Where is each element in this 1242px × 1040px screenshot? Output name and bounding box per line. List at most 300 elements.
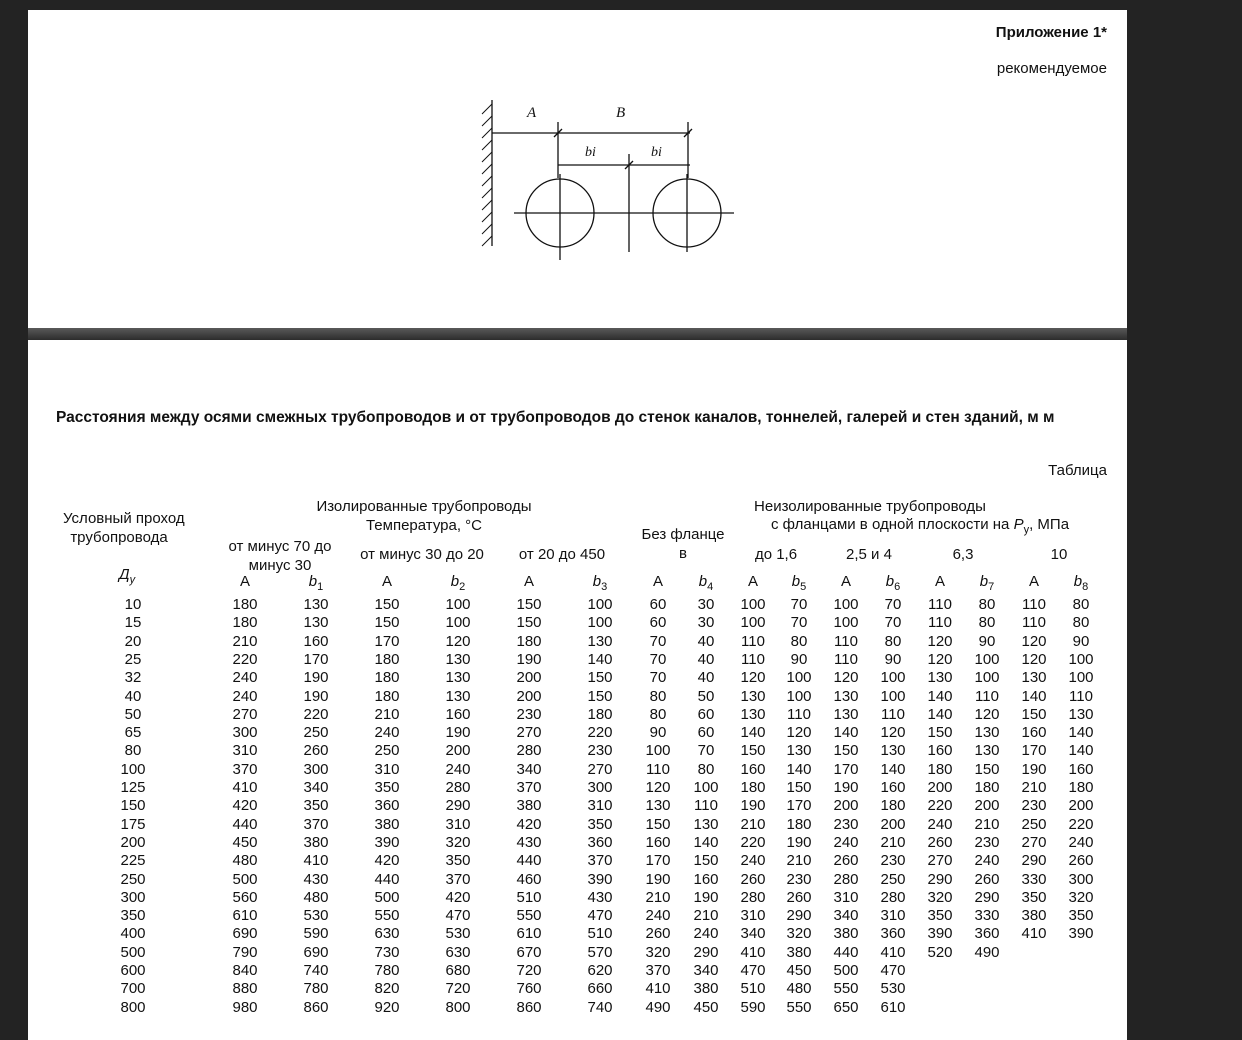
table-cell: 370	[587, 852, 613, 870]
table-cell: 140	[740, 724, 766, 742]
table-cell: 100	[445, 596, 471, 613]
table-cell: 110	[834, 650, 858, 668]
table-cell: 50	[697, 687, 715, 705]
table-cell: 100	[693, 779, 719, 796]
table-cell: 170	[645, 852, 671, 870]
table-row	[28, 871, 1127, 889]
table-cell: 240	[445, 760, 471, 778]
table-cell: 260	[740, 870, 766, 888]
appendix-subtitle: рекомендуемое	[996, 60, 1107, 77]
table-cell: 130	[786, 742, 812, 760]
table-cell: 130	[740, 705, 766, 723]
table-cell: 490	[974, 943, 1000, 961]
table-row	[28, 651, 1127, 669]
table-cell: 90	[1072, 632, 1090, 650]
table-cell-nominal: 225	[120, 852, 146, 870]
table-cell: 150	[927, 724, 953, 742]
table-cell: 160	[927, 742, 953, 760]
table-cell: 370	[303, 815, 329, 833]
table-cell-nominal: 20	[124, 632, 142, 650]
table-cell-nominal: 400	[120, 925, 146, 943]
subcolumn-letter: b	[450, 573, 460, 590]
table-cell: 210	[740, 815, 766, 833]
subcolumn-subscript: 2	[459, 581, 466, 593]
table-cell: 120	[645, 779, 671, 796]
table-cell: 60	[649, 614, 667, 632]
header-no-flange-line1: Без фланце	[641, 526, 725, 543]
subcolumn-header	[1009, 573, 1059, 591]
table-cell-nominal: 200	[120, 833, 146, 851]
subcolumn-letter: A	[652, 573, 663, 590]
table-row	[28, 724, 1127, 742]
table-cell: 160	[1021, 724, 1047, 742]
table-cell: 330	[974, 907, 1000, 925]
table-cell: 480	[786, 980, 812, 998]
table-cell: 120	[740, 669, 766, 687]
table-cell: 80	[649, 705, 667, 723]
table-cell: 370	[516, 779, 542, 796]
table-cell: 740	[587, 998, 613, 1016]
table-cell: 180	[786, 815, 812, 833]
table-cell: 80	[978, 596, 996, 613]
table-cell: 110	[646, 760, 670, 778]
table-cell: 110	[1022, 596, 1046, 613]
table-cell: 130	[927, 669, 953, 687]
table-row	[28, 614, 1127, 632]
table-cell-nominal: 350	[120, 907, 146, 925]
table-cell: 150	[1021, 705, 1047, 723]
table-cell: 170	[1021, 742, 1047, 760]
table-cell: 220	[740, 833, 766, 851]
table-cell: 270	[587, 760, 613, 778]
table-cell: 160	[303, 632, 329, 650]
table-cell: 270	[232, 705, 258, 723]
table-cell: 500	[374, 888, 400, 906]
table-cell: 60	[697, 724, 715, 742]
table-cell: 190	[445, 724, 471, 742]
table-cell: 90	[790, 650, 808, 668]
table-cell: 130	[645, 797, 671, 815]
table-cell-nominal: 175	[120, 815, 146, 833]
table-cell: 490	[645, 998, 671, 1016]
table-cell: 140	[880, 760, 906, 778]
table-cell: 130	[833, 705, 859, 723]
table-cell: 350	[587, 815, 613, 833]
subcolumn-letter: A	[1028, 573, 1039, 590]
table-cell: 130	[740, 687, 766, 705]
header-insulated-line1: Изолированные трубопроводы	[316, 498, 532, 515]
subcolumn-letter: A	[381, 573, 392, 590]
table-cell: 290	[693, 943, 719, 961]
table-cell: 550	[516, 907, 542, 925]
table-cell: 520	[927, 943, 953, 961]
table-cell: 880	[232, 980, 258, 998]
table-cell: 70	[884, 614, 902, 632]
table-cell: 100	[1068, 669, 1094, 687]
table-cell: 230	[587, 742, 613, 760]
table-cell: 150	[693, 852, 719, 870]
table-cell: 70	[790, 614, 808, 632]
header-insulated-line2: Температура, °С	[365, 517, 482, 534]
table-cell: 340	[740, 925, 766, 943]
table-cell: 120	[927, 650, 953, 668]
table-cell: 90	[978, 632, 996, 650]
table-cell: 190	[740, 797, 766, 815]
table-cell: 390	[1068, 925, 1094, 943]
table-cell: 30	[697, 614, 715, 632]
table-cell: 690	[303, 943, 329, 961]
table-cell: 440	[232, 815, 258, 833]
subcolumn-letter: A	[747, 573, 758, 590]
table-cell: 310	[880, 907, 906, 925]
table-cell: 140	[927, 705, 953, 723]
table-cell: 80	[884, 632, 902, 650]
table-cell: 70	[649, 632, 667, 650]
table-cell: 170	[374, 632, 400, 650]
table-cell: 360	[587, 833, 613, 851]
table-cell: 410	[1021, 925, 1047, 943]
subcolumn-header	[728, 573, 778, 591]
table-cell: 130	[880, 742, 906, 760]
table-cell: 650	[833, 998, 859, 1016]
wall-hatching	[482, 104, 492, 246]
table-cell: 130	[974, 724, 1000, 742]
table-cell: 290	[1021, 852, 1047, 870]
table-cell: 470	[587, 907, 613, 925]
subcolumn-letter: A	[239, 573, 250, 590]
table-cell: 100	[974, 650, 1000, 668]
table-cell: 150	[645, 815, 671, 833]
table-cell: 190	[1021, 760, 1047, 778]
table-cell: 170	[303, 650, 329, 668]
table-cell: 110	[881, 705, 905, 723]
label-bi-right: bi	[651, 145, 662, 160]
header-p2: 2,5 и 4	[846, 546, 892, 563]
header-uninsulated-unit: , МПа	[1029, 516, 1070, 533]
table-cell: 470	[445, 907, 471, 925]
table-cell: 100	[880, 687, 906, 705]
table-cell: 190	[516, 650, 542, 668]
table-cell: 140	[1068, 742, 1094, 760]
table-cell: 350	[1068, 907, 1094, 925]
table-cell: 60	[649, 596, 667, 613]
table-cell: 180	[232, 614, 258, 632]
table-cell: 380	[786, 943, 812, 961]
subcolumn-letter: b	[885, 573, 895, 590]
table-cell: 270	[1021, 833, 1047, 851]
table-cell: 140	[1068, 724, 1094, 742]
table-row	[28, 907, 1127, 925]
table-cell: 130	[1021, 669, 1047, 687]
table-cell: 530	[303, 907, 329, 925]
table-cell: 80	[649, 687, 667, 705]
table-cell: 130	[974, 742, 1000, 760]
table-cell: 160	[645, 833, 671, 851]
header-nominal-line1: Условный проход	[63, 510, 185, 527]
table-cell: 730	[374, 943, 400, 961]
table-cell: 110	[975, 687, 999, 705]
table-cell: 170	[786, 797, 812, 815]
table-cell: 250	[880, 870, 906, 888]
table-cell: 330	[1021, 870, 1047, 888]
table-cell: 100	[740, 614, 766, 632]
subcolumn-header	[868, 573, 918, 596]
table-cell: 150	[516, 614, 542, 632]
table-cell: 210	[1021, 779, 1047, 796]
table-cell: 590	[740, 998, 766, 1016]
table-cell: 510	[516, 888, 542, 906]
table-row	[28, 633, 1127, 651]
table-cell: 140	[587, 650, 613, 668]
table-cell: 90	[884, 650, 902, 668]
table-cell: 80	[1072, 614, 1090, 632]
table-cell: 260	[303, 742, 329, 760]
table-cell: 350	[1021, 888, 1047, 906]
header-range1	[218, 537, 342, 575]
table-cell: 380	[833, 925, 859, 943]
table-cell: 430	[516, 833, 542, 851]
table-page	[28, 340, 1127, 1040]
table-cell: 980	[232, 998, 258, 1016]
table-cell: 100	[833, 614, 859, 632]
table-cell-nominal: 250	[120, 870, 146, 888]
table-cell: 200	[1068, 797, 1094, 815]
table-cell: 610	[880, 998, 906, 1016]
table-cell: 240	[927, 815, 953, 833]
table-cell: 180	[232, 596, 258, 613]
table-row	[28, 980, 1127, 998]
table-cell: 130	[587, 632, 613, 650]
table-cell: 160	[1068, 760, 1094, 778]
table-cell: 530	[445, 925, 471, 943]
table-cell-nominal: 10	[124, 596, 142, 613]
table-cell: 110	[928, 596, 952, 613]
subcolumn-subscript: 5	[800, 581, 807, 593]
table-cell: 550	[786, 998, 812, 1016]
table-cell: 220	[927, 797, 953, 815]
table-cell: 160	[740, 760, 766, 778]
subcolumn-letter: b	[791, 573, 801, 590]
table-cell: 280	[833, 870, 859, 888]
table-cell: 130	[693, 815, 719, 833]
table-cell: 410	[645, 980, 671, 998]
table-cell: 310	[587, 797, 613, 815]
table-cell: 450	[786, 962, 812, 979]
table-cell: 180	[740, 779, 766, 796]
table-cell: 230	[1021, 797, 1047, 815]
table-cell: 120	[974, 705, 1000, 723]
table-cell: 220	[587, 724, 613, 742]
table-cell: 90	[649, 724, 667, 742]
table-cell: 290	[445, 797, 471, 815]
table-cell: 110	[787, 705, 811, 723]
table-cell: 590	[303, 925, 329, 943]
table-cell: 150	[740, 742, 766, 760]
table-cell: 250	[303, 724, 329, 742]
subcolumn-subscript: 6	[894, 581, 901, 593]
table-cell: 290	[974, 888, 1000, 906]
table-cell: 190	[693, 888, 719, 906]
table-cell: 530	[880, 980, 906, 998]
table-cell: 120	[927, 632, 953, 650]
table-cell: 450	[693, 998, 719, 1016]
table-row	[28, 962, 1127, 980]
table-cell: 250	[374, 742, 400, 760]
table-cell: 500	[232, 870, 258, 888]
header-nominal-line2: трубопровода	[70, 529, 168, 546]
table-cell: 220	[303, 705, 329, 723]
table-cell: 670	[516, 943, 542, 961]
table-cell: 150	[516, 596, 542, 613]
table-cell: 240	[974, 852, 1000, 870]
table-cell: 180	[927, 760, 953, 778]
header-uninsulated-flanges	[750, 515, 1090, 540]
table-cell: 190	[645, 870, 671, 888]
table-cell: 310	[232, 742, 258, 760]
table-cell: 120	[833, 669, 859, 687]
table-cell: 720	[516, 962, 542, 979]
table-cell: 100	[880, 669, 906, 687]
subcolumn-letter: A	[523, 573, 534, 590]
table-cell: 160	[693, 870, 719, 888]
table-cell: 200	[974, 797, 1000, 815]
table-cell: 230	[880, 852, 906, 870]
header-range1-line1: от минус 70 до	[228, 538, 332, 555]
table-cell: 100	[1068, 650, 1094, 668]
table-cell: 130	[833, 687, 859, 705]
table-cell: 510	[740, 980, 766, 998]
table-cell: 210	[974, 815, 1000, 833]
table-cell: 220	[232, 650, 258, 668]
table-cell: 320	[645, 943, 671, 961]
header-insulated	[304, 497, 544, 535]
table-row	[28, 944, 1127, 962]
table-cell-nominal: 40	[124, 687, 142, 705]
table-cell: 190	[833, 779, 859, 796]
table-cell: 220	[1068, 815, 1094, 833]
table-cell: 300	[303, 760, 329, 778]
table-cell: 440	[516, 852, 542, 870]
table-cell: 40	[697, 650, 715, 668]
table-row	[28, 688, 1127, 706]
table-cell: 430	[587, 888, 613, 906]
table-cell: 500	[833, 962, 859, 979]
table-cell: 610	[232, 907, 258, 925]
table-cell: 860	[516, 998, 542, 1016]
table-cell: 80	[978, 614, 996, 632]
table-cell: 390	[927, 925, 953, 943]
table-row	[28, 669, 1127, 687]
table-cell: 70	[884, 596, 902, 613]
table-cell: 440	[833, 943, 859, 961]
header-no-flange	[633, 525, 733, 563]
subcolumn-header	[362, 573, 412, 591]
table-cell: 340	[693, 962, 719, 979]
table-row	[28, 889, 1127, 907]
table-row	[28, 999, 1127, 1017]
table-cell: 370	[232, 760, 258, 778]
subcolumn-letter: A	[934, 573, 945, 590]
table-cell: 180	[374, 669, 400, 687]
table-cell: 660	[587, 980, 613, 998]
table-cell: 290	[927, 870, 953, 888]
table-cell: 320	[1068, 888, 1094, 906]
table-cell: 240	[645, 907, 671, 925]
subcolumn-header	[433, 573, 483, 596]
subcolumn-subscript: 8	[1082, 581, 1089, 593]
table-row	[28, 834, 1127, 852]
appendix-page	[28, 10, 1127, 328]
subcolumn-header	[575, 573, 625, 596]
table-cell-nominal: 32	[124, 669, 142, 687]
subcolumn-header	[633, 573, 683, 591]
table-cell: 350	[445, 852, 471, 870]
table-cell: 410	[880, 943, 906, 961]
header-no-flange-line2: в	[679, 545, 687, 562]
table-cell: 840	[232, 962, 258, 979]
table-cell: 150	[374, 614, 400, 632]
table-cell: 100	[587, 614, 613, 632]
table-cell: 210	[786, 852, 812, 870]
table-cell: 130	[445, 687, 471, 705]
table-cell: 420	[374, 852, 400, 870]
table-cell: 200	[880, 815, 906, 833]
table-cell-nominal: 150	[120, 797, 146, 815]
table-cell: 180	[374, 687, 400, 705]
table-cell: 340	[833, 907, 859, 925]
table-cell: 240	[693, 925, 719, 943]
table-cell: 310	[445, 815, 471, 833]
table-cell-nominal: 300	[120, 888, 146, 906]
table-cell-nominal: 80	[124, 742, 142, 760]
table-cell: 200	[516, 669, 542, 687]
header-uninsulated: Неизолированные трубопроводы	[754, 498, 986, 515]
table-cell: 140	[693, 833, 719, 851]
table-cell: 110	[834, 632, 858, 650]
table-cell: 570	[587, 943, 613, 961]
table-cell: 370	[645, 962, 671, 979]
table-cell: 100	[740, 596, 766, 613]
table-cell: 110	[1022, 614, 1046, 632]
header-uninsulated-p: P	[1013, 516, 1024, 533]
header-p1: до 1,6	[754, 546, 798, 563]
subcolumn-header	[821, 573, 871, 591]
table-cell: 200	[516, 687, 542, 705]
table-cell: 380	[303, 833, 329, 851]
subcolumn-header	[1056, 573, 1106, 596]
table-cell: 260	[833, 852, 859, 870]
table-cell: 210	[374, 705, 400, 723]
table-cell: 210	[232, 632, 258, 650]
table-cell: 170	[833, 760, 859, 778]
table-cell: 190	[786, 833, 812, 851]
table-cell: 140	[833, 724, 859, 742]
table-cell: 800	[445, 998, 471, 1016]
table-cell: 180	[1068, 779, 1094, 796]
header-nominal-symbol-letter: Д	[119, 566, 130, 583]
table-cell: 180	[587, 705, 613, 723]
table-cell: 180	[516, 632, 542, 650]
table-cell: 30	[697, 596, 715, 613]
header-range2: от минус 30 до 20	[360, 546, 484, 563]
table-cell: 190	[303, 687, 329, 705]
table-cell: 100	[587, 596, 613, 613]
table-cell: 130	[445, 650, 471, 668]
table-cell: 110	[741, 650, 765, 668]
table-cell: 350	[303, 797, 329, 815]
table-cell: 180	[974, 779, 1000, 796]
table-cell: 410	[740, 943, 766, 961]
